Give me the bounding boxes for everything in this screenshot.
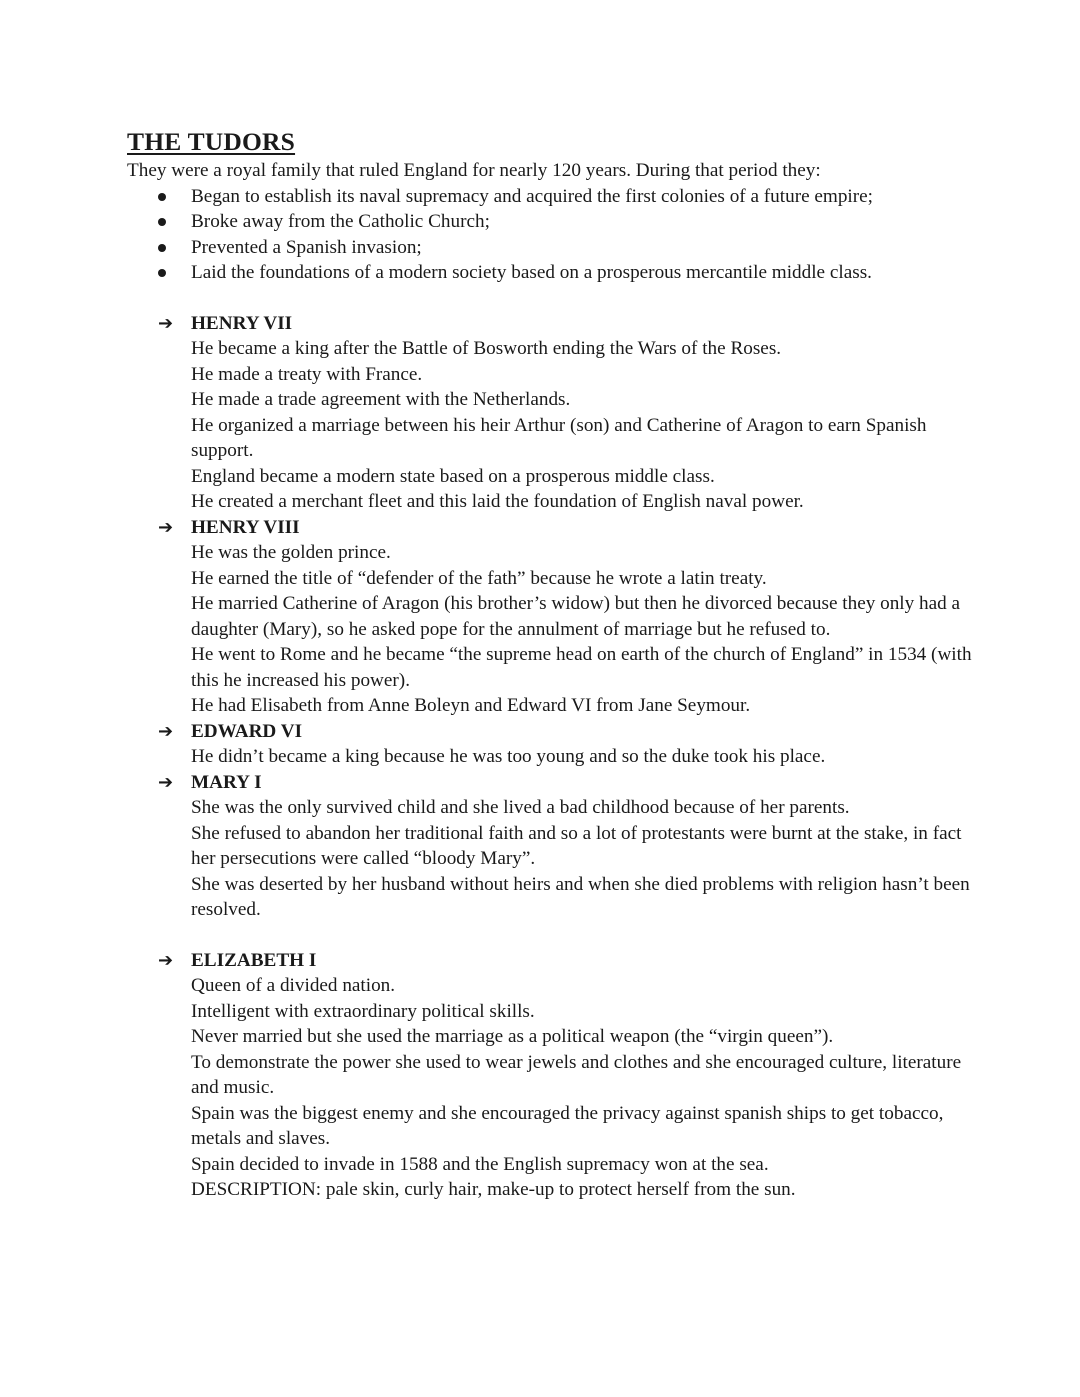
ruler-section-elizabeth-i [127, 948, 977, 1203]
arrow-right-icon: ➔ [158, 312, 174, 334]
ruler-heading: ➔ EDWARD VI [191, 719, 977, 745]
ruler-section-mary-i [127, 770, 977, 923]
ruler-section-henry-vii [127, 311, 977, 515]
ruler-heading: ➔ HENRY VIII [191, 515, 977, 541]
document-page [127, 126, 977, 1203]
ruler-fact: He married Catherine of Aragon (his brother’s widow) but then he divorced because they only had a daughter (Mary), so he asked pope for the annulment of marriage but he refused to. [191, 593, 961, 640]
ruler-fact: England became a modern state based on a prosperous middle class. [191, 465, 715, 487]
ruler-fact: He was the golden prince. [191, 542, 391, 563]
ruler-fact: He had Elisabeth from Anne Boleyn and Edward VI from Jane Seymour. [191, 695, 751, 716]
ruler-fact: Queen of a divided nation. [191, 975, 396, 996]
ruler-fact: He made a treaty with France. [191, 363, 423, 385]
ruler-fact: To demonstrate the power she used to wear jewels and clothes and she encouraged culture, literature and music. [191, 1051, 962, 1098]
ruler-heading: ➔ MARY I [191, 770, 977, 796]
ruler-fact: He created a merchant fleet and this laid the foundation of English naval power. [191, 491, 804, 512]
ruler-fact: He earned the title of “defender of the fath” because he wrote a latin treaty. [191, 567, 767, 589]
list-item: Laid the foundations of a modern society based on a prosperous mercantile middle class. [127, 260, 977, 286]
bullet-icon [158, 218, 166, 226]
ruler-fact: He went to Rome and he became “the supreme head on earth of the church of England” in 1534 (with this he increased his power). [191, 644, 972, 691]
spacer [127, 923, 977, 948]
bullet-icon [158, 269, 166, 277]
ruler-fact: She refused to abandon her traditional faith and so a lot of protestants were burnt at the stake, in fact her persecutions were called “bloody Mary”. [191, 822, 962, 869]
ruler-fact: He became a king after the Battle of Bosworth ending the Wars of the Roses. [191, 338, 782, 359]
ruler-fact: Intelligent with extraordinary political skills. [191, 1000, 535, 1022]
ruler-heading: ➔ HENRY VII [191, 311, 977, 337]
ruler-fact: Spain decided to invade in 1588 and the English supremacy won at the sea. [191, 1153, 769, 1175]
list-item: Prevented a Spanish invasion; [127, 235, 977, 261]
list-item: Broke away from the Catholic Church; [127, 209, 977, 235]
list-item: Began to establish its naval supremacy and acquired the first colonies of a future empire; [127, 184, 977, 210]
ruler-fact: She was deserted by her husband without heirs and when she died problems with religion hasn’t been resolved. [191, 873, 970, 920]
arrow-right-icon: ➔ [158, 949, 174, 971]
ruler-fact: He made a trade agreement with the Netherlands. [191, 389, 571, 410]
arrow-right-icon: ➔ [158, 720, 174, 742]
ruler-section-edward-vi [127, 719, 977, 770]
ruler-heading: ➔ ELIZABETH I [191, 948, 977, 974]
ruler-fact: He didn’t became a king because he was too young and so the duke took his place. [191, 746, 826, 767]
bullet-icon [158, 193, 166, 201]
ruler-fact: DESCRIPTION: pale skin, curly hair, make-up to protect herself from the sun. [191, 1179, 796, 1200]
ruler-fact: Spain was the biggest enemy and she encouraged the privacy against spanish ships to get tobacco, metals and slaves. [191, 1102, 944, 1149]
intro-paragraph: They were a royal family that ruled England for nearly 120 years. During that period they: [127, 160, 821, 181]
document-title: THE TUDORS [127, 127, 296, 156]
arrow-right-icon: ➔ [158, 771, 174, 793]
ruler-fact: She was the only survived child and she lived a bad childhood because of her parents. [191, 797, 850, 818]
ruler-fact: Never married but she used the marriage as a political weapon (the “virgin queen”). [191, 1026, 834, 1047]
ruler-fact: He organized a marriage between his heir Arthur (son) and Catherine of Aragon to earn Spanish support. [191, 414, 927, 461]
spacer [127, 286, 977, 311]
bullet-icon [158, 244, 166, 252]
arrow-right-icon: ➔ [158, 516, 174, 538]
achievements-list [127, 184, 977, 286]
ruler-section-henry-viii [127, 515, 977, 719]
